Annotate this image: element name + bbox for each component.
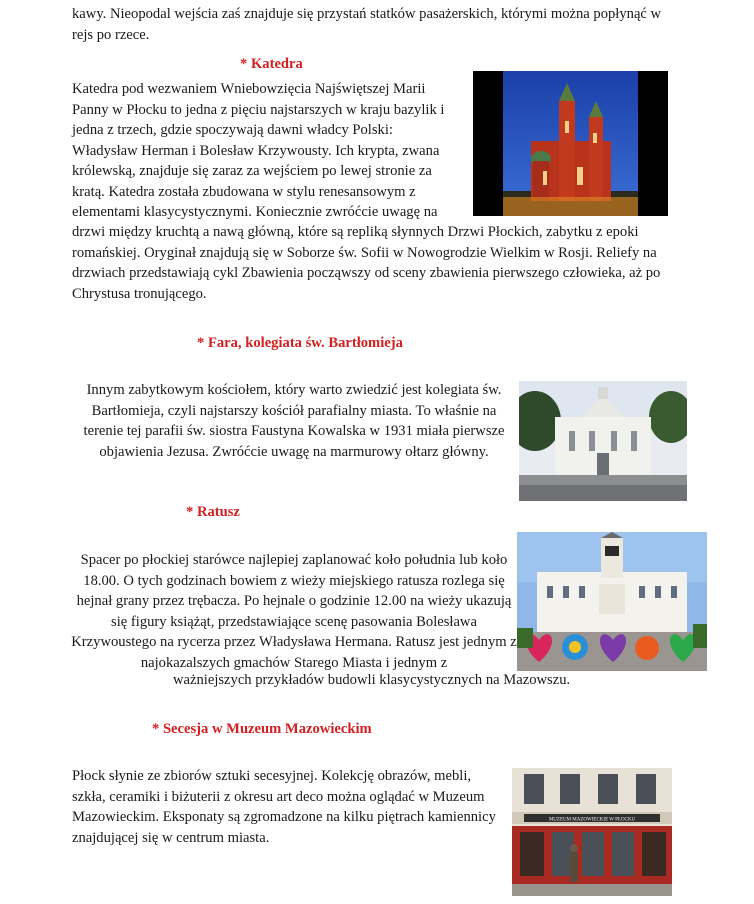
katedra-photo: [473, 71, 668, 216]
muzeum-photo: [512, 768, 672, 896]
fara-paragraph: Innym zabytkowym kościołem, który warto zwiedzić jest kolegiata św. Bartłomieja, czyli najstarszy kościół parafialny miasta. To właśnie na terenie tej parafii św. siostra Faustyna Kowalska w 1931 miała pierwsze objawienia Jezusa. Zwróćcie uwagę na marmurowy ołtarz główny.: [83, 382, 505, 460]
ratusz-photo: [517, 532, 707, 671]
katedra-paragraph-wrapped: Katedra pod wezwaniem Wniebowzięcia Najświętszej Marii Panny w Płocku to jedna z pięciu najstarszych w kraju bazylik i jedna z trzech, gdzie spoczywają dawni władcy Polski: Władysław Herman i Bolesław Krzywousty. Ich krypta, zwana królewską, znajduje się zaraz za wejściem po lewej stronie za kratą. Katedra została zbudowana w stylu renesansowym z elementami klasycystycznymi. Koniecznie zwróćcie uwagę na: [72, 81, 445, 220]
fara-photo: [519, 381, 687, 501]
secesja-paragraph: Płock słynie ze zbiorów sztuki secesyjnej. Kolekcję obrazów, mebli, szkła, ceramiki i biżuterii z okresu art deco można oglądać w Muzeum Mazowieckim. Eksponaty są zgromadzone na kilku piętrach kamiennicy znajdującej się w centrum miasta.: [72, 768, 496, 846]
muzeum-sign-text: MUZEUM MAZOWIECKIE W PŁOCKU: [548, 817, 636, 823]
katedra-heading: * Katedra: [240, 56, 303, 72]
ratusz-paragraph-wrapped: Spacer po płockiej starówce najlepiej zaplanować koło południa lub koło 18.00. O tych godzinach bowiem z wieży miejskiego ratusza rozlega się hejnał grany przez trębacza. Po hejnale o godzinie 12.00 na wieży ukazują się figury książąt, przedstawiające scenę pasowania Bolesława Krzywoustego na rycerza przez Władysława Hermana. Ratusz jest jednym z najokazalszych gmachów Starego Miasta i jednym z: [71, 552, 517, 671]
ratusz-heading: * Ratusz: [186, 504, 240, 520]
intro-paragraph: kawy. Nieopodal wejścia zaś znajduje się przystań statków pasażerskich, którymi można popłynąć w rejs po rzece.: [72, 6, 662, 43]
fara-heading: * Fara, kolegiata św. Bartłomieja: [197, 335, 403, 351]
ratusz-paragraph-last-line: ważniejszych przykładów budowli klasycystycznych na Mazowszu.: [173, 672, 571, 688]
katedra-paragraph-full: drzwi między kruchtą a nawą główną, które są repliką słynnych Drzwi Płockich, zabytku z epoki romańskiej. Oryginał znajdują się w Soborze św. Sofii w Nowogrodzie Wielkim w Rosji. Reliefy na drzwiach przedstawiają cykl Zbawienia począwszy od sceny zbawienia pierwszego człowieka, aż po Chrystusa tronującego.: [72, 224, 661, 302]
secesja-heading: * Secesja w Muzeum Mazowieckim: [152, 721, 372, 737]
